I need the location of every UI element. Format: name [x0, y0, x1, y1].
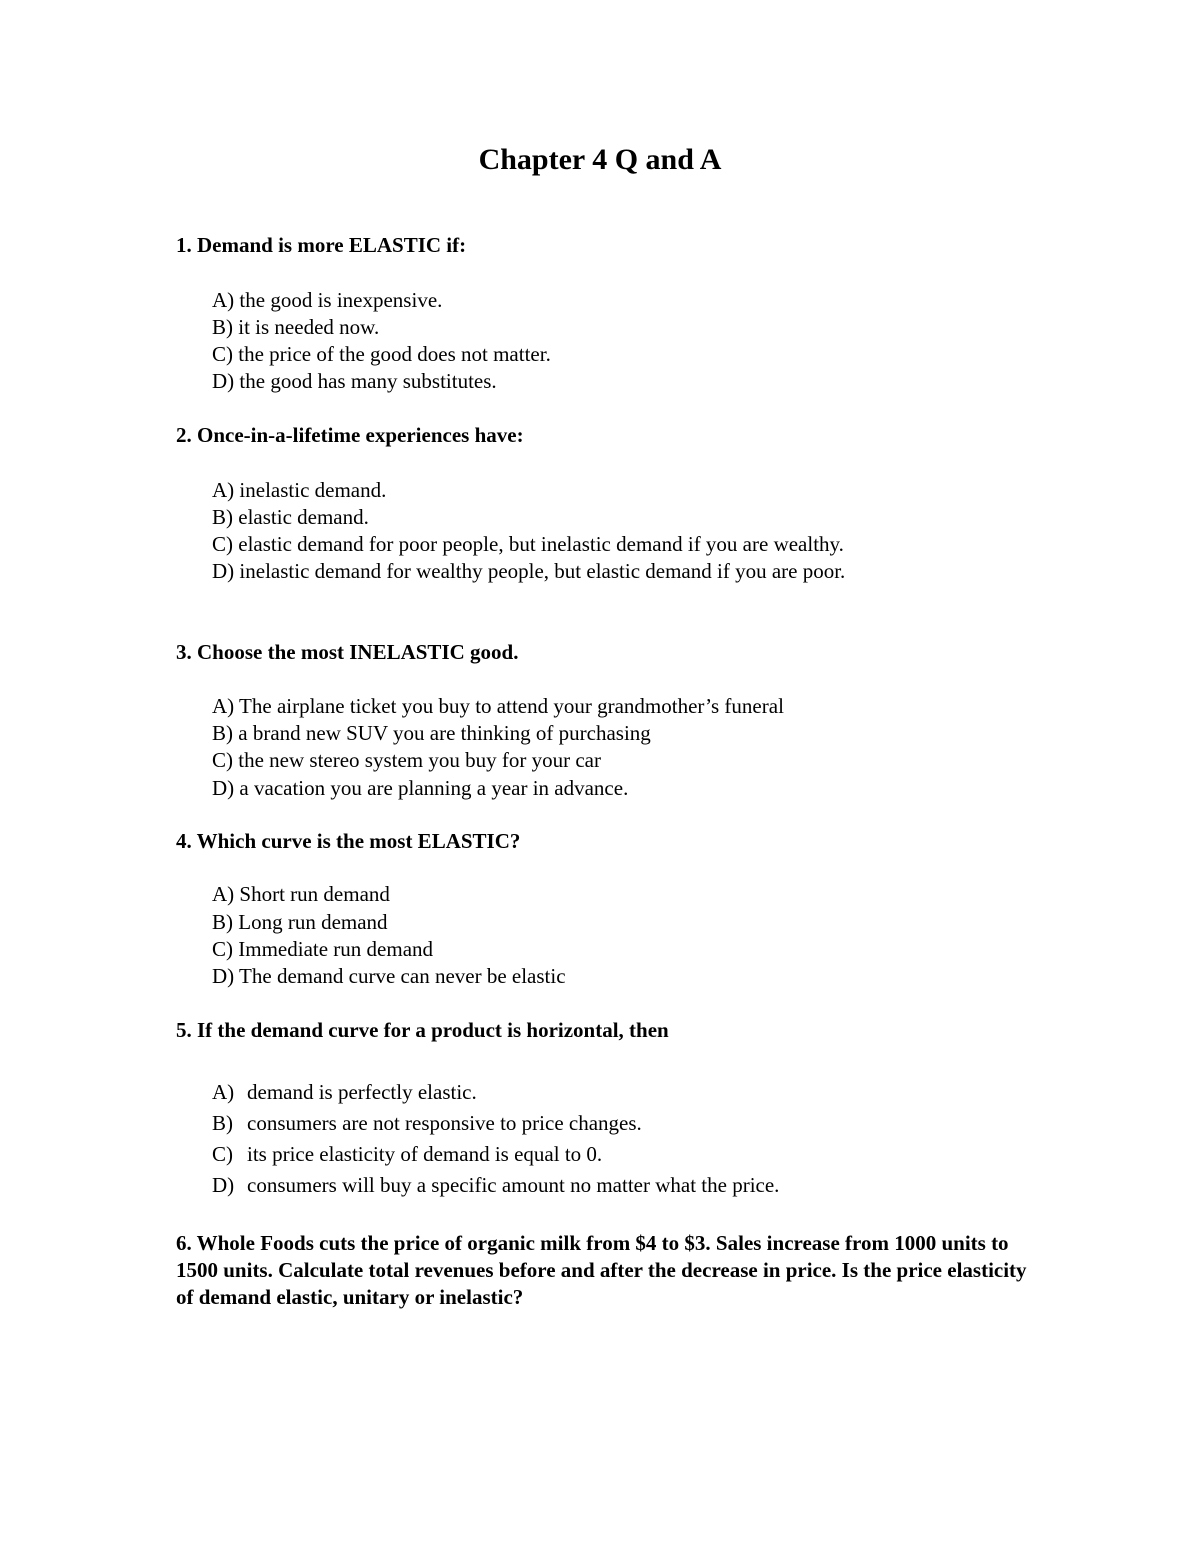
option-text: inelastic demand for wealthy people, but elastic demand if you are poor.: [239, 559, 846, 583]
question-5-option-c: [212, 1141, 602, 1168]
question-6-prompt: 6. Whole Foods cuts the price of organic milk from $4 to $3. Sales increase from 1000 units to 1500 units. Calculate total revenues before and after the decrease in price. Is the price elasticity of demand elastic, unitary or inelastic?: [176, 1231, 1027, 1309]
option-text: Immediate run demand: [238, 937, 434, 961]
question-2-prompt: 2. Once-in-a-lifetime experiences have:: [176, 423, 524, 447]
question-2-option-b: [212, 504, 369, 531]
question-1-option-a: [212, 287, 442, 314]
question-1-prompt: 1. Demand is more ELASTIC if:: [176, 233, 467, 257]
option-letter: A): [212, 694, 235, 718]
question-5-option-b: [212, 1110, 642, 1137]
option-text: inelastic demand.: [239, 478, 387, 502]
option-letter: A): [212, 882, 235, 906]
option-letter: B): [212, 505, 233, 529]
question-3-option-c: [212, 747, 601, 774]
option-text: a vacation you are planning a year in advance.: [239, 776, 629, 800]
option-text: consumers will buy a specific amount no matter what the price.: [247, 1173, 780, 1197]
option-letter: A): [212, 288, 235, 312]
question-4-option-a: [212, 881, 390, 908]
question-3-option-d: [212, 775, 628, 802]
question-1-option-b: [212, 314, 379, 341]
option-text: its price elasticity of demand is equal to 0.: [247, 1142, 603, 1166]
question-1-option-d: [212, 368, 497, 395]
option-letter: D): [212, 1173, 235, 1197]
question-4-prompt: 4. Which curve is the most ELASTIC?: [176, 829, 521, 853]
question-4-option-d: [212, 963, 566, 990]
option-text: The airplane ticket you buy to attend your grandmother’s funeral: [239, 694, 784, 718]
option-letter: B): [212, 910, 233, 934]
option-letter: D): [212, 776, 235, 800]
option-letter: B): [212, 1111, 233, 1135]
option-text: The demand curve can never be elastic: [239, 964, 566, 988]
question-5-option-d: [212, 1172, 779, 1199]
option-text: it is needed now.: [238, 315, 380, 339]
question-3-option-b: [212, 720, 651, 747]
option-text: the price of the good does not matter.: [238, 342, 551, 366]
option-text: the new stereo system you buy for your car: [238, 748, 601, 772]
option-text: the good is inexpensive.: [239, 288, 443, 312]
question-4-option-b: [212, 909, 388, 936]
option-letter: D): [212, 559, 235, 583]
question-2-option-d: [212, 558, 845, 585]
option-letter: B): [212, 721, 233, 745]
option-text: elastic demand.: [238, 505, 369, 529]
option-text: consumers are not responsive to price changes.: [247, 1111, 642, 1135]
option-letter: C): [212, 937, 233, 961]
question-3-prompt: 3. Choose the most INELASTIC good.: [176, 640, 519, 664]
option-text: Long run demand: [238, 910, 388, 934]
option-text: elastic demand for poor people, but inelastic demand if you are wealthy.: [238, 532, 844, 556]
option-letter: C): [212, 342, 233, 366]
question-4-option-c: [212, 936, 433, 963]
option-letter: B): [212, 315, 233, 339]
question-2-option-a: [212, 477, 386, 504]
question-5-prompt: 5. If the demand curve for a product is horizontal, then: [176, 1018, 669, 1042]
option-letter: C): [212, 532, 233, 556]
option-text: demand is perfectly elastic.: [247, 1080, 477, 1104]
page-title: Chapter 4 Q and A: [478, 143, 722, 176]
option-letter: A): [212, 1080, 235, 1104]
option-text: a brand new SUV you are thinking of purchasing: [238, 721, 651, 745]
question-1-option-c: [212, 341, 551, 368]
option-letter: C): [212, 748, 233, 772]
question-2-option-c: [212, 531, 844, 558]
option-letter: A): [212, 478, 235, 502]
question-5-option-a: [212, 1079, 477, 1106]
option-text: Short run demand: [239, 882, 390, 906]
option-text: the good has many substitutes.: [239, 369, 497, 393]
option-letter: C): [212, 1142, 233, 1166]
option-letter: D): [212, 964, 235, 988]
question-3-option-a: [212, 693, 784, 720]
option-letter: D): [212, 369, 235, 393]
